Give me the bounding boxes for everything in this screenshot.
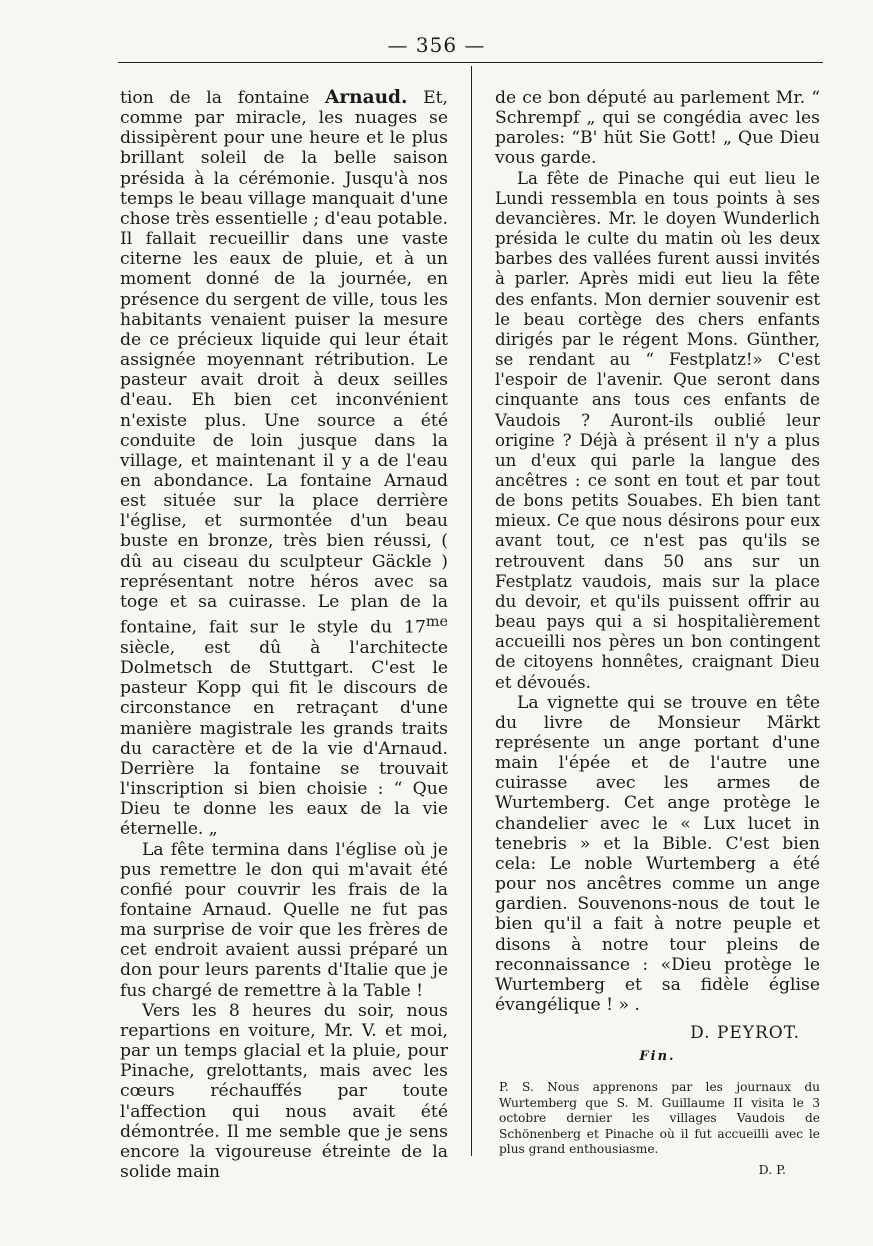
left-column <box>120 88 448 1182</box>
paragraph: La fête termina dans l'église où je pus remettre le don qui m'avait été confié pour couvrir les frais de la fontaine Arnaud. Quelle ne fut pas ma surprise de voir que les frères de cet endroit avaient aussi préparé un don pour leurs parents d'Italie que je fus chargé de remettre à la Table ! <box>120 839 448 1001</box>
paragraph: La fête de Pinache qui eut lieu le Lundi ressembla en tous points à ses devancières. Mr. le doyen Wunderlich présida le culte du matin où les deux barbes des vallées furent aussi invités à parler. Après midi eut lieu la fête des enfants. Mon dernier souvenir est le beau cortège des chers enfants dirigés par le régent Mons. Günther, se rendant au “ Festplatz!» C'est l'espoir de l'avenir. Que seront dans cinquante ans tous ces enfants de Vaudois ? Auront-ils oublié leur origine ? Déjà à présent il n'y a plus un d'eux qui parle la langue des ancêtres : ce sont en tout et par tout de bons petits Souabes. Eh bien tant mieux. Ce que nous désirons pour eux avant tout, ce n'est pas qu'ils se retrouvent dans 50 ans sur un Festplatz vaudois, mais sur la place du devoir, et qu'ils puissent offrir au beau pays qui a si hospitalièrement accueilli nos pères un bon contingent de citoyens honnêtes, craignant Dieu et dévoués. <box>495 168 820 692</box>
right-column <box>495 88 820 1177</box>
column-divider <box>471 66 472 1156</box>
paragraph: Vers les 8 heures du soir, nous repartions en voiture, Mr. V. et moi, par un temps glacial et la pluie, pour Pinache, grelottants, mais avec les cœurs réchauffés par toute l'affection qui nous avait été démontrée. Il me semble que je sens encore la vigoureuse étreinte de la solide main <box>120 1000 448 1183</box>
page-number: — 356 — <box>387 33 486 57</box>
postscript: P. S. Nous apprenons par les journaux du Wurtemberg que S. M. Guillaume II visita le 3 octobre dernier les villages Vaudois de Schönenberg et Pinache où il fut accueilli avec le plus grand enthousiasme. <box>499 1080 820 1157</box>
paragraph: de ce bon député au parlement Mr. “ Schrempf „ qui se congédia avec les paroles: “B' hüt Sie Gott! „ Que Dieu vous garde. <box>495 88 820 169</box>
paragraph: tion de la fontaine Arnaud. Et, comme par miracle, les nuages se dissipèrent pour une heure et le plus brillant soleil de la belle saison présida à la cérémonie. Jusqu'à nos temps le beau village manquait d'une chose très essentielle ; d'eau potable. Il fallait recueillir dans une vaste citerne les eaux de pluie, et à un moment donné de la journée, en présence du sergent de ville, tous les habitants venaient puiser la mesure de ce précieux liquide qui leur était assignée moyennant rétribution. Le pasteur avait droit à deux seilles d'eau. Eh bien cet inconvénient n'existe plus. Une source a été conduite de loin jusque dans la village, et maintenant il y a de l'eau en abondance. La fontaine Arnaud est située sur la place derrière l'église, et surmontée d'un beau buste en bronze, très bien réussi, ( dû au ciseau du sculpteur Gäckle ) représentant notre héros avec sa toge et sa cuirasse. Le plan de la fontaine, fait sur le style du $17^{me}$ siècle, est dû à l'architecte Dolmetsch de Stuttgart. C'est le pasteur Kopp qui fit le discours de circonstance en retraçant d'une manière magistrale les grands traits du caractère et de la vie d'Arnaud. Derrière la fontaine se trouvait l'inscription si bien choisie : “ Que Dieu te donne les eaux de la vie éternelle. „ <box>120 87 448 840</box>
author-signature: D. PEYROT. <box>690 1023 800 1044</box>
header-rule <box>118 62 823 63</box>
end-marker: Fin. <box>639 1049 676 1065</box>
postscript-signature: D. P. <box>758 1161 786 1177</box>
paragraph: La vignette qui se trouve en tête du livre de Monsieur Märkt représente un ange portant d'une main l'épée et de l'autre une cuirasse avec les armes de Wurtemberg. Cet ange protège le chandelier avec le « Lux lucet in tenebris » et la Bible. C'est bien cela: Le noble Wurtemberg a été pour nos ancêtres comme un ange gardien. Souvenons-nous de tout le bien qu'il a fait à notre peuple et disons à notre tour pleins de reconnaissance : «Dieu protège le Wurtemberg et sa fidèle église évangélique ! » . <box>495 692 820 1016</box>
